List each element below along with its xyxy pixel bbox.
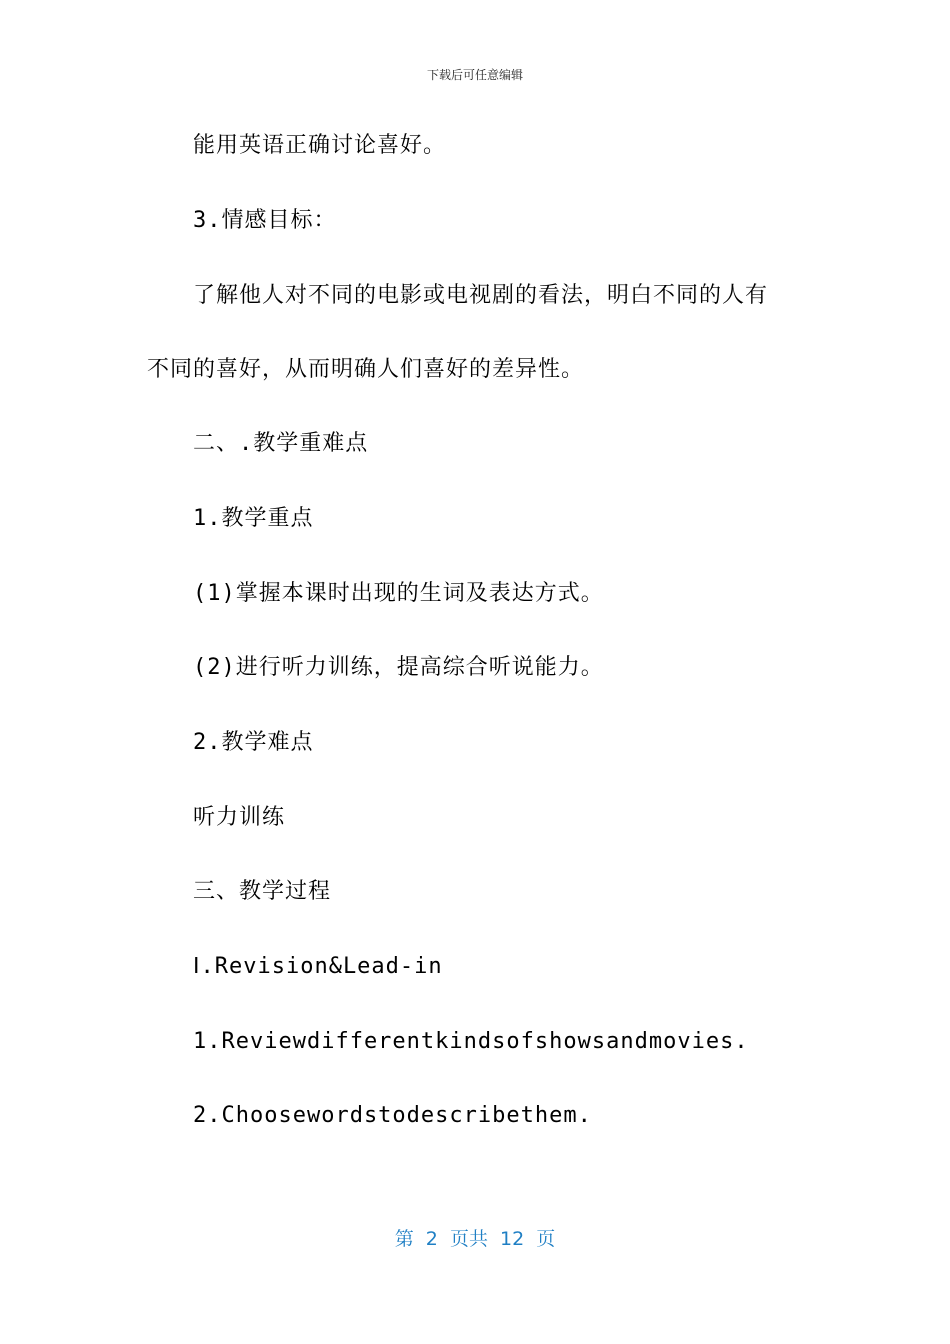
paragraph-line: 了解他人对不同的电影或电视剧的看法，明白不同的人有 [193, 283, 769, 308]
section-heading: 2.教学难点 [193, 730, 314, 755]
section-heading: 1.教学重点 [193, 506, 314, 531]
paragraph-line: 1.Reviewdifferentkindsofshowsandmovies. [193, 1029, 749, 1054]
paragraph-line: 能用英语正确讨论喜好。 [193, 133, 447, 158]
section-heading: Ⅰ.Revision&Lead-in [193, 954, 443, 979]
paragraph-line: (2)进行听力训练，提高综合听说能力。 [193, 655, 604, 680]
paragraph-line: 2.Choosewordstodescribethem. [193, 1103, 592, 1128]
section-heading: 二、.教学重难点 [193, 431, 369, 456]
section-heading: 3.情感目标： [193, 208, 337, 233]
page-number-footer: 第 2 页共 12 页 [394, 1228, 556, 1250]
page-header: 下载后可任意编辑 [426, 68, 523, 82]
paragraph-line: (1)掌握本课时出现的生词及表达方式。 [193, 581, 604, 606]
section-heading: 三、教学过程 [193, 879, 332, 904]
paragraph-line: 听力训练 [193, 805, 286, 830]
paragraph-line: 不同的喜好，从而明确人们喜好的差异性。 [147, 357, 585, 382]
